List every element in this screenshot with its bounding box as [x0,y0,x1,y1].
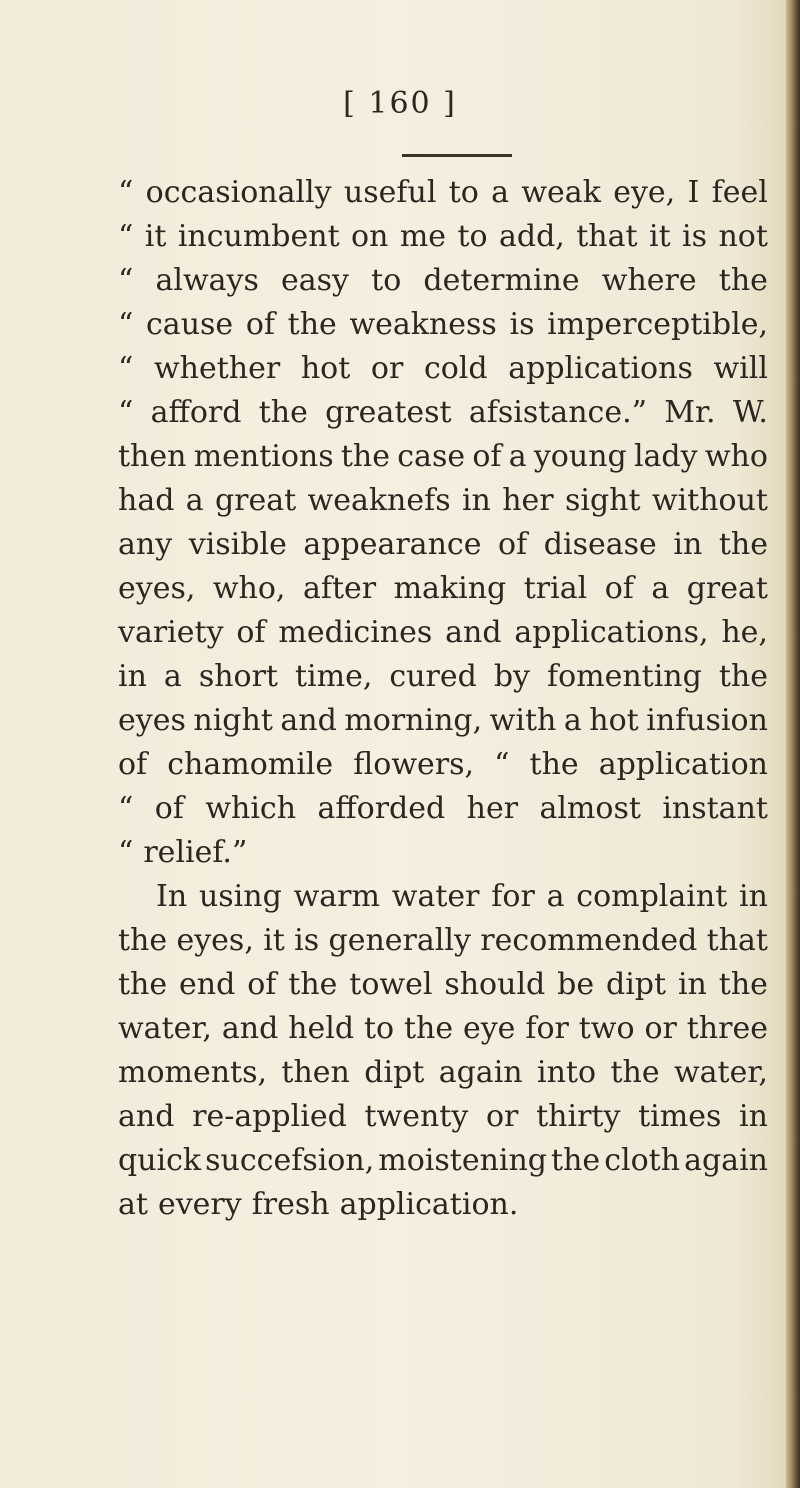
text-line: and re-applied twenty or thirty times in [118,1099,768,1134]
text-line: at every fresh application. [118,1187,519,1222]
text-line: of chamomile flowers, “ the application [118,747,768,782]
text-line: then mentions the case of a young lady who [118,439,768,474]
page-number-header: [ 160 ] [343,86,457,121]
text-line: the end of the towel should be dipt in the [118,967,768,1002]
text-line: quick succefsion, moistening the cloth again [118,1143,768,1178]
text-line: “ cause of the weakness is imperceptible, [118,307,768,342]
text-line: water, and held to the eye for two or three [118,1011,768,1046]
text-line: any visible appearance of disease in the [118,527,768,562]
body-text [118,171,768,1227]
text-line: “ occasionally useful to a weak eye, I feel [118,175,768,210]
header-rule [402,154,512,157]
text-line: “ of which afforded her almost instant [118,791,768,826]
text-line: In using warm water for a complaint in [156,879,768,914]
text-line: “ always easy to determine where the [118,263,768,298]
text-line: variety of medicines and applications, he, [118,615,768,650]
text-line: “ it incumbent on me to add, that it is not [118,219,768,254]
text-line: had a great weaknefs in her sight without [118,483,768,518]
page-edge [786,0,800,1488]
text-line: “ whether hot or cold applications will [118,351,768,386]
text-line: moments, then dipt again into the water, [118,1055,768,1090]
text-line: the eyes, it is generally recommended that [118,923,768,958]
text-line: eyes, who, after making trial of a great [118,571,768,606]
text-line: “ afford the greatest afsistance.” Mr. W. [118,395,768,430]
text-line: eyes night and morning, with a hot infusion [118,703,768,738]
text-line: in a short time, cured by fomenting the [118,659,768,694]
text-line: “ relief.” [118,835,248,870]
